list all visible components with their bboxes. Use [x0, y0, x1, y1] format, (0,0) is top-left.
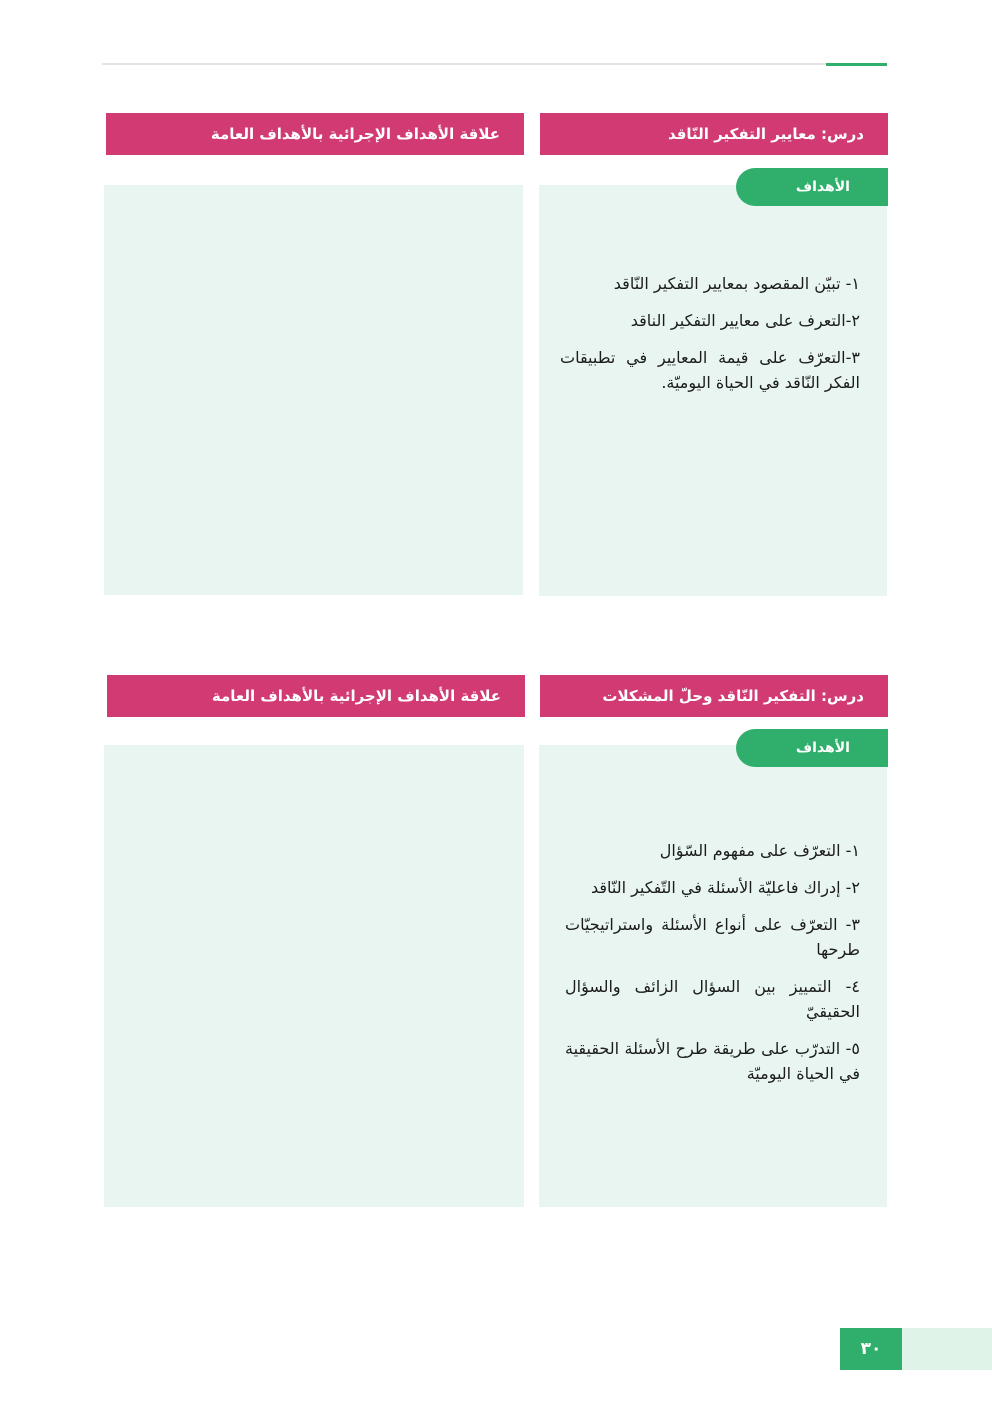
goals-tab-1 — [736, 168, 888, 206]
relation-title-1: علاقة الأهداف الإجرائية بالأهداف العامة — [210, 125, 500, 143]
goal-item: ٣- التعرّف على أنواع الأسئلة واستراتيجيّات طرحها — [565, 915, 860, 959]
goal-item: ١- التعرّف على مفهوم السّؤال — [659, 841, 860, 860]
goals-label-1: الأهداف — [795, 179, 850, 195]
goal-item: ٣-التعرّف على قيمة المعايير في تطبيقات الفكر النّاقد في الحياة اليوميّة. — [560, 348, 860, 392]
lesson-title-2: درس: التفكير النّاقد وحلّ المشكلات — [602, 687, 864, 705]
relation-title-bar-2 — [107, 675, 525, 717]
page-number-strip — [902, 1328, 992, 1370]
goals-list-2 — [565, 838, 860, 1098]
goal-item: ٢-التعرف على معايير التفكير الناقد — [630, 311, 860, 330]
goals-tab-2 — [736, 729, 888, 767]
lesson-title-bar-1 — [540, 113, 888, 155]
goal-item: ٤- التمييز بين السؤال الزائف والسؤال الحقيقيّ — [565, 977, 860, 1021]
goal-item: ٢- إدراك فاعليّة الأسئلة في التّفكير النّاقد — [590, 878, 860, 897]
page-number-box — [840, 1328, 902, 1370]
goals-label-2: الأهداف — [795, 740, 850, 756]
goal-item: ٥- التدرّب على طريقة طرح الأسئلة الحقيقية في الحياة اليوميّة — [565, 1039, 860, 1083]
lesson-title-1: درس: معايير التفكير النّاقد — [667, 125, 864, 143]
relation-title-bar-1 — [106, 113, 524, 155]
top-divider — [102, 63, 887, 65]
goals-list-1 — [560, 271, 860, 407]
top-accent-line — [826, 63, 887, 66]
relation-panel-1 — [104, 185, 523, 595]
goal-item: ١- تبيّن المقصود بمعايير التفكير النّاقد — [613, 274, 860, 293]
lesson-title-bar-2 — [540, 675, 888, 717]
relation-panel-2 — [104, 745, 524, 1207]
relation-title-2: علاقة الأهداف الإجرائية بالأهداف العامة — [211, 687, 501, 705]
page-number: ٣٠ — [860, 1339, 882, 1359]
